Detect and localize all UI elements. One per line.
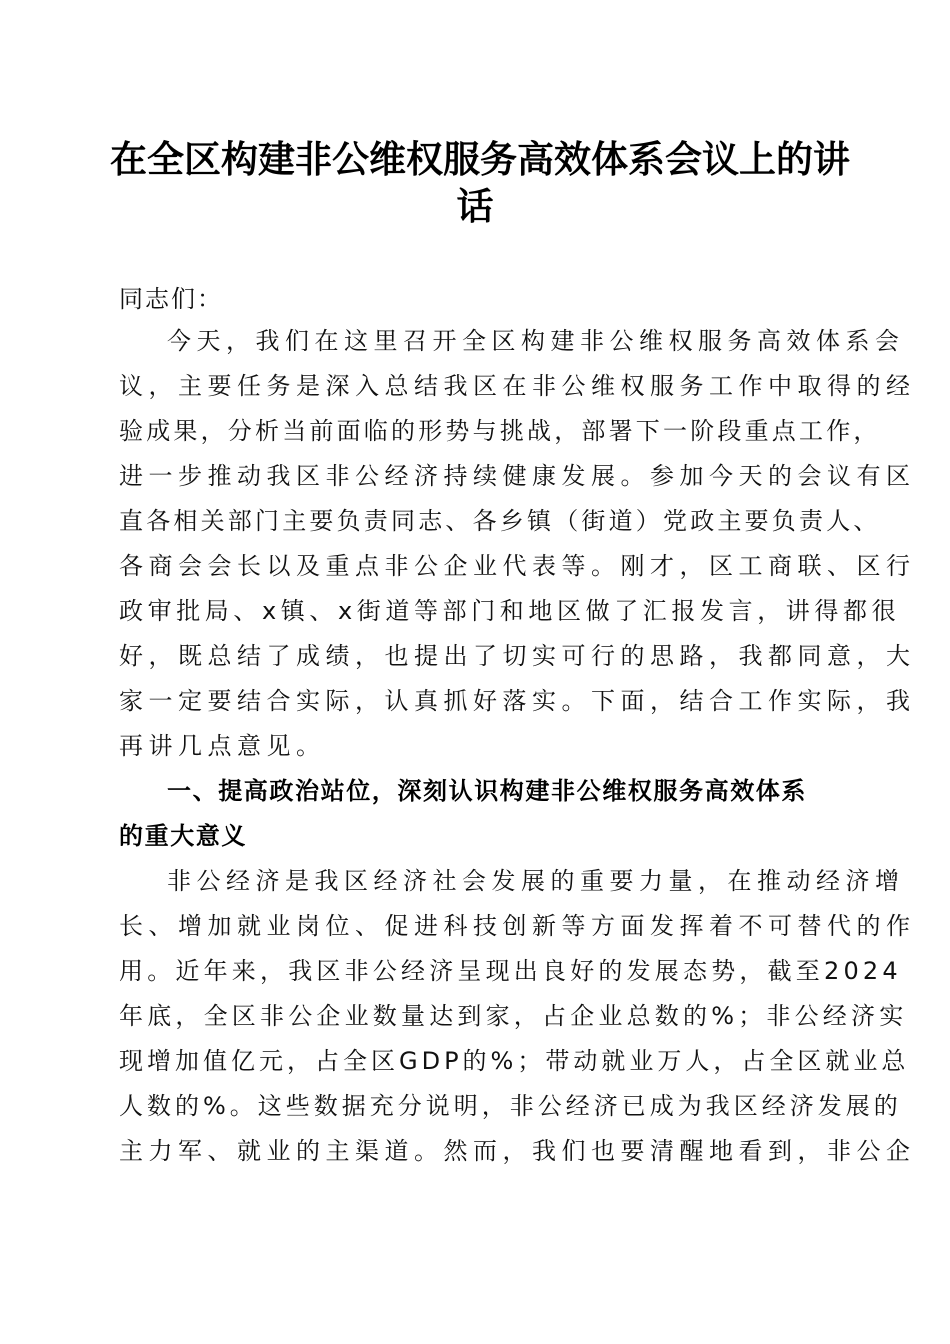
paragraph-1-line-2: 议，主要任务是深入总结我区在非公维权服务工作中取得的经	[119, 372, 916, 400]
paragraph-1-line-6: 各商会会长以及重点非公企业代表等。刚才，区工商联、区行	[119, 552, 916, 580]
paragraph-2-line-6: 人数的%。这些数据充分说明，非公经济已成为我区经济发展的	[119, 1092, 902, 1120]
paragraph-1-line-10: 再讲几点意见。	[119, 732, 326, 760]
paragraph-2-line-4: 年底，全区非公企业数量达到家，占企业总数的%；非公经济实	[119, 1002, 908, 1030]
paragraph-1-line-5: 直各相关部门主要负责同志、各乡镇（街道）党政主要负责人、	[119, 507, 881, 535]
paragraph-2-line-7: 主力军、就业的主渠道。然而，我们也要清醒地看到，非公企	[119, 1137, 916, 1165]
document-title-line-2: 话	[456, 184, 494, 228]
salutation: 同志们：	[119, 285, 223, 313]
section-heading-1-line-1: 一、提高政治站位，深刻认识构建非公维权服务高效体系	[167, 777, 807, 805]
paragraph-1-line-4: 进一步推动我区非公经济持续健康发展。参加今天的会议有区	[119, 462, 916, 490]
document-title-line-1: 在全区构建非公维权服务高效体系会议上的讲	[110, 137, 850, 181]
paragraph-2-line-3: 用。近年来，我区非公经济呈现出良好的发展态势，截至2024	[119, 957, 902, 985]
paragraph-2-line-2: 长、增加就业岗位、促进科技创新等方面发挥着不可替代的作	[119, 912, 916, 940]
paragraph-2-line-5: 现增加值亿元，占全区GDP的%；带动就业万人，占全区就业总	[119, 1047, 910, 1075]
paragraph-1-line-9: 家一定要结合实际，认真抓好落实。下面，结合工作实际，我	[119, 687, 916, 715]
paragraph-2-line-1: 非公经济是我区经济社会发展的重要力量，在推动经济增	[167, 867, 905, 895]
paragraph-1-line-3: 验成果，分析当前面临的形势与挑战，部署下一阶段重点工作，	[119, 417, 881, 445]
paragraph-1-line-8: 好，既总结了成绩，也提出了切实可行的思路，我都同意，大	[119, 642, 916, 670]
paragraph-1-line-1: 今天，我们在这里召开全区构建非公维权服务高效体系会	[167, 327, 905, 355]
section-heading-1-line-2: 的重大意义	[119, 822, 247, 850]
paragraph-1-line-7: 政审批局、x镇、x街道等部门和地区做了汇报发言，讲得都很	[119, 597, 901, 625]
